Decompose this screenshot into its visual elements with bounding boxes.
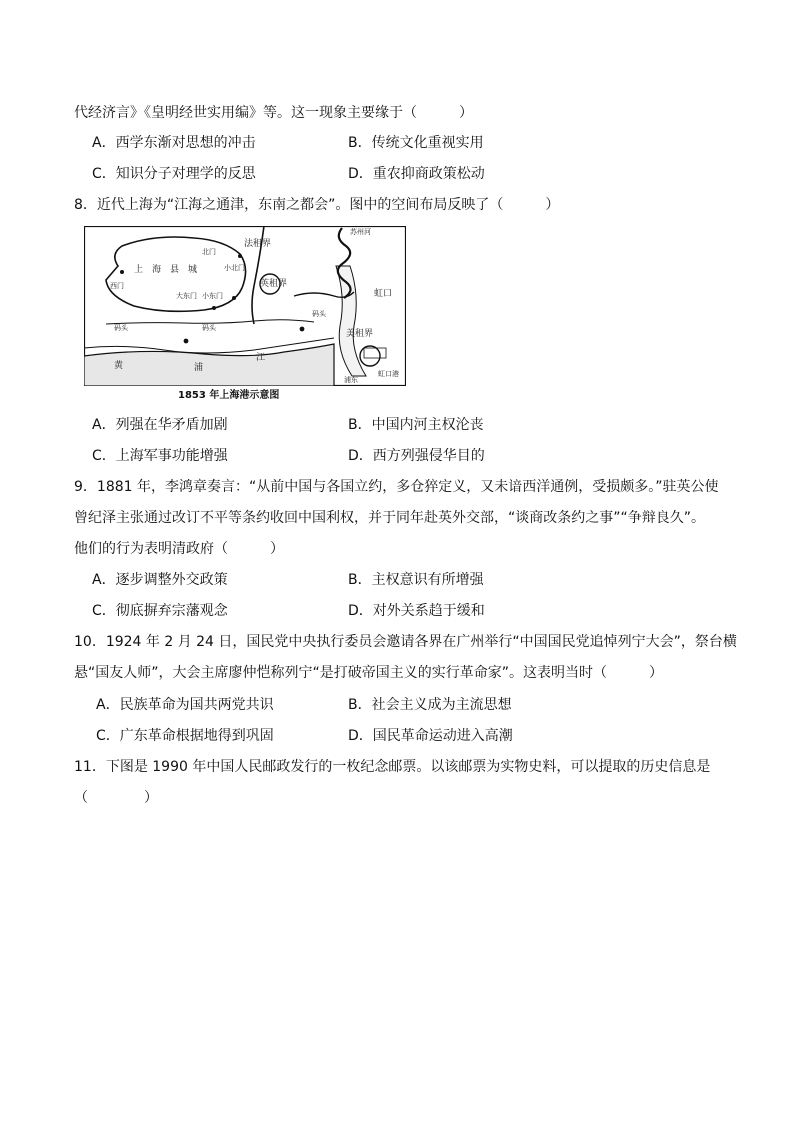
q9-option-c[interactable]: C．彻底摒弃宗藩观念 bbox=[92, 603, 228, 619]
shanghai-port-map bbox=[84, 226, 406, 386]
gate-dot bbox=[238, 254, 242, 258]
q9-stem-line1: 9．1881 年，李鸿章奏言：“从前中国与各国立约，多仓猝定义，又未谙西洋通例，受损颇多。”驻英公使 bbox=[74, 479, 719, 495]
map-label-pier-1: 码头 bbox=[114, 324, 128, 332]
q9-option-a[interactable]: A．逐步调整外交政策 bbox=[92, 572, 228, 588]
q8-stem: 8．近代上海为“江海之通津，东南之都会”。图中的空间布局反映了（ ） bbox=[74, 197, 560, 213]
q9-stem-line3: 他们的行为表明清政府（ ） bbox=[74, 541, 284, 557]
map-label-west-gate: 西门 bbox=[110, 282, 124, 290]
q9-stem-line2: 曾纪泽主张通过改订不平等条约收回中国利权，并于同年赴英外交部，“谈商改条约之事”“争辩良久”。 bbox=[74, 510, 706, 526]
q9-option-b[interactable]: B．主权意识有所增强 bbox=[348, 572, 484, 588]
map-label-big-east-gate: 大东门 bbox=[176, 292, 197, 300]
map-label-huangpu-1: 黄 bbox=[114, 361, 124, 371]
q9-option-d[interactable]: D．对外关系趋于缓和 bbox=[348, 603, 485, 619]
q7-option-a[interactable]: A．西学东渐对思想的冲击 bbox=[92, 135, 256, 151]
map-label-dock: 浦东 bbox=[344, 376, 358, 384]
q10-stem-line1: 10．1924 年 2 月 24 日，国民党中央执行委员会邀请各界在广州举行“中国国民党追悼列宁大会”，祭台横 bbox=[74, 634, 737, 650]
q8-option-b[interactable]: B．中国内河主权沦丧 bbox=[348, 417, 484, 433]
map-label-huangpu-3: 江 bbox=[256, 353, 266, 363]
q10-option-d[interactable]: D．国民革命运动进入高潮 bbox=[348, 728, 513, 744]
gate-dot bbox=[212, 306, 216, 310]
map-label-huangpu-2: 浦 bbox=[194, 363, 204, 373]
q8-option-d[interactable]: D．西方列强侵华目的 bbox=[348, 448, 485, 464]
gate-dot bbox=[232, 296, 236, 300]
map-label-pier-3: 码头 bbox=[312, 310, 326, 318]
map-label-north-gate: 北门 bbox=[202, 248, 216, 256]
q10-option-c[interactable]: C．广东革命根据地得到巩固 bbox=[96, 728, 274, 744]
map-label-suzhou-river: 苏州河 bbox=[350, 228, 371, 236]
q7-option-d[interactable]: D．重农抑商政策松动 bbox=[348, 166, 485, 182]
q7-option-b[interactable]: B．传统文化重视实用 bbox=[348, 135, 484, 151]
map-caption: 1853 年上海港示意图 bbox=[178, 390, 280, 401]
q10-stem-line2: 悬“国友人师”，大会主席廖仲恺称列宁“是打破帝国主义的实行革命家”。这表明当时（ ） bbox=[74, 665, 664, 681]
map-label-pier-2: 码头 bbox=[202, 324, 216, 332]
map-label-hongkou: 虹口 bbox=[374, 289, 393, 299]
map-label-small-east-gate: 小东门 bbox=[202, 292, 223, 300]
q7-stem-tail: 代经济言》《皇明经世实用编》等。这一现象主要缘于（ ） bbox=[74, 105, 473, 121]
q11-stem-line1: 11．下图是 1990 年中国人民邮政发行的一枚纪念邮票。以该邮票为实物史料，可以提取的历史信息是 bbox=[74, 759, 711, 775]
map-label-american-concession: 美租界 bbox=[346, 329, 374, 339]
q10-option-b[interactable]: B．社会主义成为主流思想 bbox=[348, 697, 512, 713]
map-label-city: 上 海 县 城 bbox=[134, 265, 198, 275]
q11-stem-line2: （ ） bbox=[74, 790, 158, 806]
anchorage-dot bbox=[300, 327, 305, 332]
map-label-french-concession: 法租界 bbox=[244, 239, 272, 249]
q7-option-c[interactable]: C．知识分子对理学的反思 bbox=[92, 166, 256, 182]
q10-option-a[interactable]: A．民族革命为国共两党共识 bbox=[96, 697, 274, 713]
map-label-small-north-gate: 小北门 bbox=[224, 264, 245, 272]
map-label-british-concession: 英租界 bbox=[260, 279, 288, 289]
q8-option-a[interactable]: A．列强在华矛盾加剧 bbox=[92, 417, 228, 433]
anchorage-dot bbox=[184, 339, 189, 344]
gate-dot bbox=[120, 270, 124, 274]
map-label-hongkou-port: 虹口港 bbox=[378, 370, 399, 378]
q8-option-c[interactable]: C．上海军事功能增强 bbox=[92, 448, 228, 464]
